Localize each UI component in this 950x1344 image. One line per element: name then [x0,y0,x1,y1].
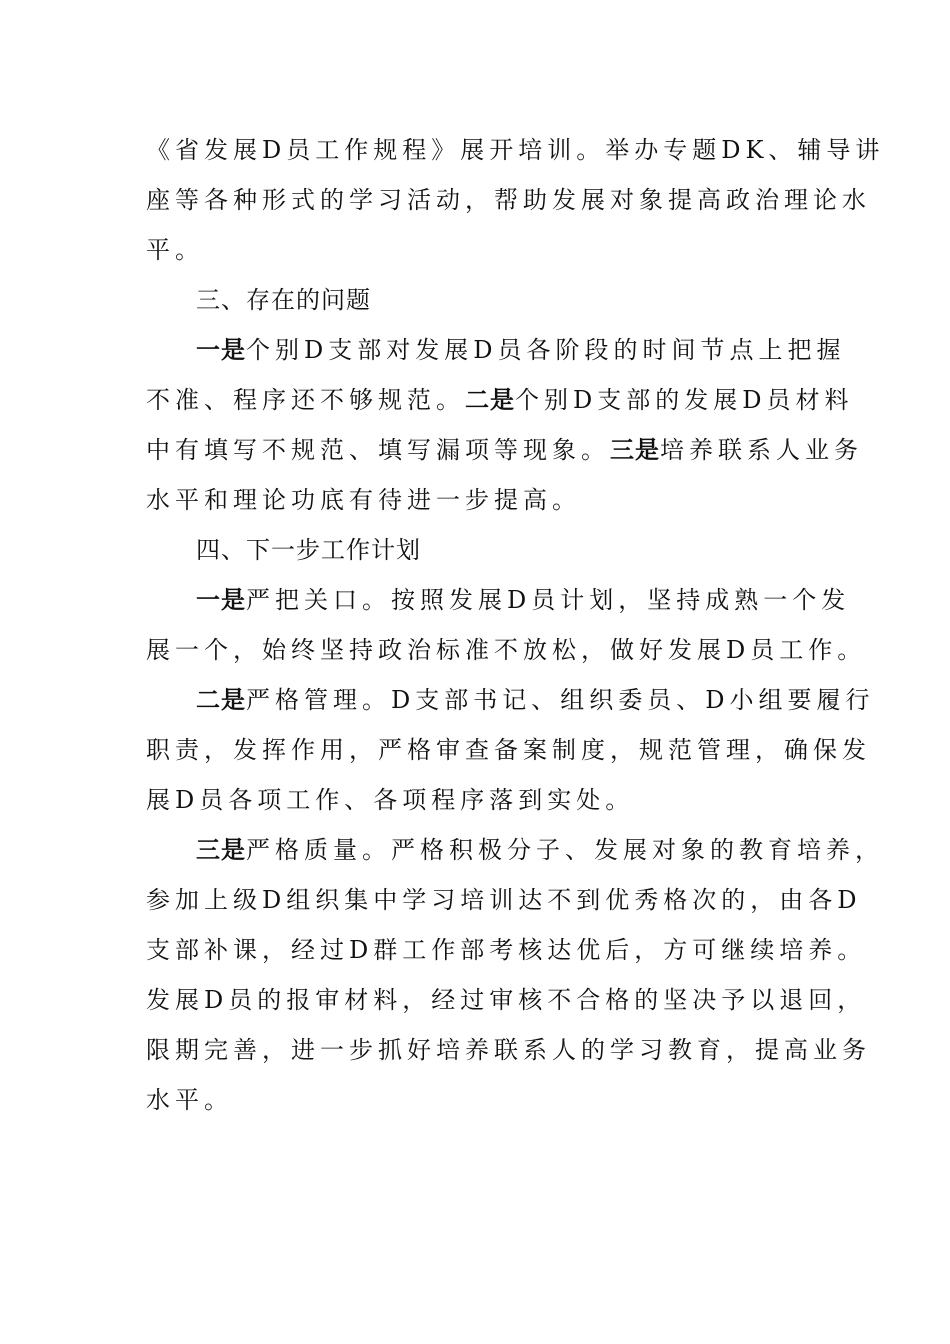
section-4-heading: 四、下一步工作计划 [196,536,421,564]
line-text: 中有填写不规范、填写漏项等现象。 [146,436,610,464]
lead-label: 三是 [610,436,660,464]
plan-3-line-3: 支部补课，经过D群工作部考核达优后，方可继续培养。 [146,936,867,964]
plan-2-line-2: 职责，发挥作用，严格审查备案制度，规范管理，确保发 [146,736,871,764]
plan-3-line-2: 参加上级D组织集中学习培训达不到优秀格次的，由各D [146,886,862,914]
line-text: 个别D支部的发展D员材料 [515,386,854,414]
lead-label: 一是 [196,586,246,614]
lead-label: 一是 [196,336,246,364]
plan-3-line-5: 限期完善，进一步抓好培养联系人的学习教育，提高业务 [146,1036,871,1064]
plan-2-line-1 [196,684,875,716]
lead-label: 二是 [465,386,515,414]
line-text: 严把关口。按照发展D员计划，坚持成熟一个发 [246,586,851,614]
line-text: 不准、程序还不够规范。 [146,386,465,414]
line-text: 严格管理。D支部书记、组织委员、D小组要履行 [246,686,875,714]
plan-3-line-1 [196,834,884,866]
line-text: 严格质量。严格积极分子、发展对象的教育培养， [246,836,884,864]
intro-line-2: 座等各种形式的学习活动，帮助发展对象提高政治理论水 [146,186,871,214]
intro-line-3: 平。 [146,236,204,264]
section-3-heading: 三、存在的问题 [196,286,371,314]
plan-3-line-6: 水平。 [146,1086,233,1114]
plan-2-line-3: 展D员各项工作、各项程序落到实处。 [146,786,635,814]
intro-line-1: 《省发展D员工作规程》展开培训。举办专题DK、辅导讲 [146,136,885,164]
lead-label: 二是 [196,686,246,714]
plan-1-line-1 [196,584,851,616]
section-3-line-1 [196,334,846,366]
line-text: 个别D支部对发展D员各阶段的时间节点上把握 [246,336,846,364]
lead-label: 三是 [196,836,246,864]
section-3-line-3 [146,434,863,466]
plan-1-line-2: 展一个，始终坚持政治标准不放松，做好发展D员工作。 [146,636,867,664]
section-3-line-4: 水平和理论功底有待进一步提高。 [146,486,581,514]
section-3-line-2 [146,384,854,416]
line-text: 培养联系人业务 [660,436,863,464]
plan-3-line-4: 发展D员的报审材料，经过审核不合格的坚决予以退回， [146,986,867,1014]
